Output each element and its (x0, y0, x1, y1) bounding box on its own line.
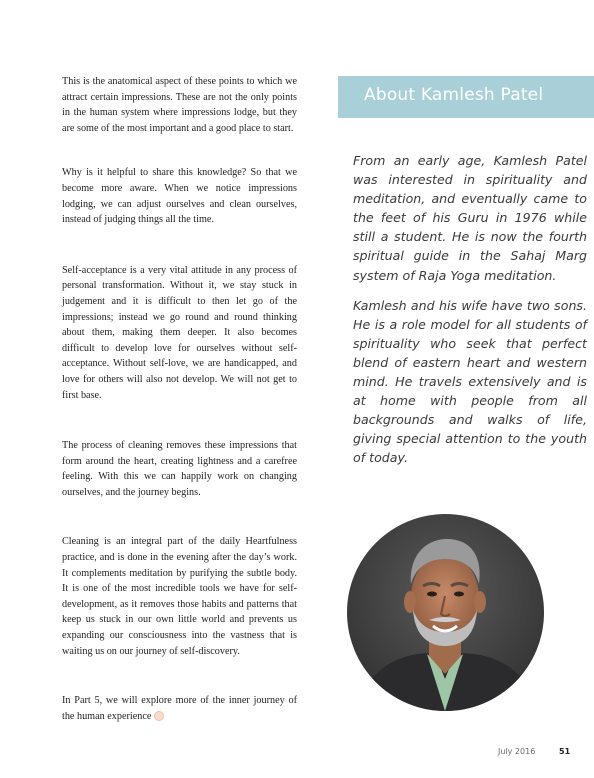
about-banner (338, 76, 594, 118)
portrait-illustration (347, 514, 544, 711)
article-body (62, 74, 297, 724)
portrait-photo (347, 514, 544, 711)
article-last-paragraph-text: In Part 5, we will explore more of the inner journey of the human experience (62, 695, 297, 722)
article-paragraph: This is the anatomical aspect of these points to which we attract certain impressions. These are not the only points in the human system where impressions lodge, but they are some of the most important and a good place to start. (62, 76, 297, 134)
article-last-paragraph (62, 693, 297, 724)
about-paragraph: Kamlesh and his wife have two sons. He is a role model for all students of spirituality who seek that perfect blend of eastern heart and western mind. He travels extensively and is at home with people from all backgrounds and walks of life, giving special attention to the youth of today. (353, 297, 587, 466)
article-paragraph: Why is it helpful to share this knowledge? So that we become more aware. When we notice impressions lodging, we can adjust ourselves and clean ourselves, instead of judging things all the time. (62, 167, 297, 226)
footer-issue-date: July 2016 (498, 747, 536, 756)
about-paragraph: From an early age, Kamlesh Patel was interested in spirituality and meditation, and eventually came to the feet of his Guru in 1976 while still a student. He is now the fourth spiritual guide in the Sahaj Marg system of Raja Yoga meditation. (353, 153, 587, 283)
end-of-article-icon (154, 711, 164, 721)
footer-page-number: 51 (559, 747, 571, 756)
article-paragraph: The process of cleaning removes these impressions that form around the heart, creating lightness and a carefree feeling. With this we can happily work on changing ourselves, and the journey begins. (62, 440, 297, 498)
article-paragraph: Cleaning is an integral part of the daily Heartfulness practice, and is done in the evening after the day’s work. It complements meditation by purifying the subtle body. It is one of the most incredible tools we have for self-development, as it removes those habits and patterns that keep us stuck in our own little world and prevents us expanding our consciousness into the vastness that is waiting us on our journey of self-discovery. (62, 536, 297, 657)
article-paragraph: Self-acceptance is a very vital attitude in any process of personal transformation. Without it, we stay stuck in judgement and it is difficult to then let go of the impressions; instead we go round and round thinking about them, making them deeper. It also becomes difficult to develop love for ourselves without self-acceptance. Without self-love, we are handicapped, and love for others will also not develop. We will not get to first base. (62, 264, 297, 401)
about-banner-title: About Kamlesh Patel (364, 85, 544, 105)
about-body (353, 151, 587, 468)
